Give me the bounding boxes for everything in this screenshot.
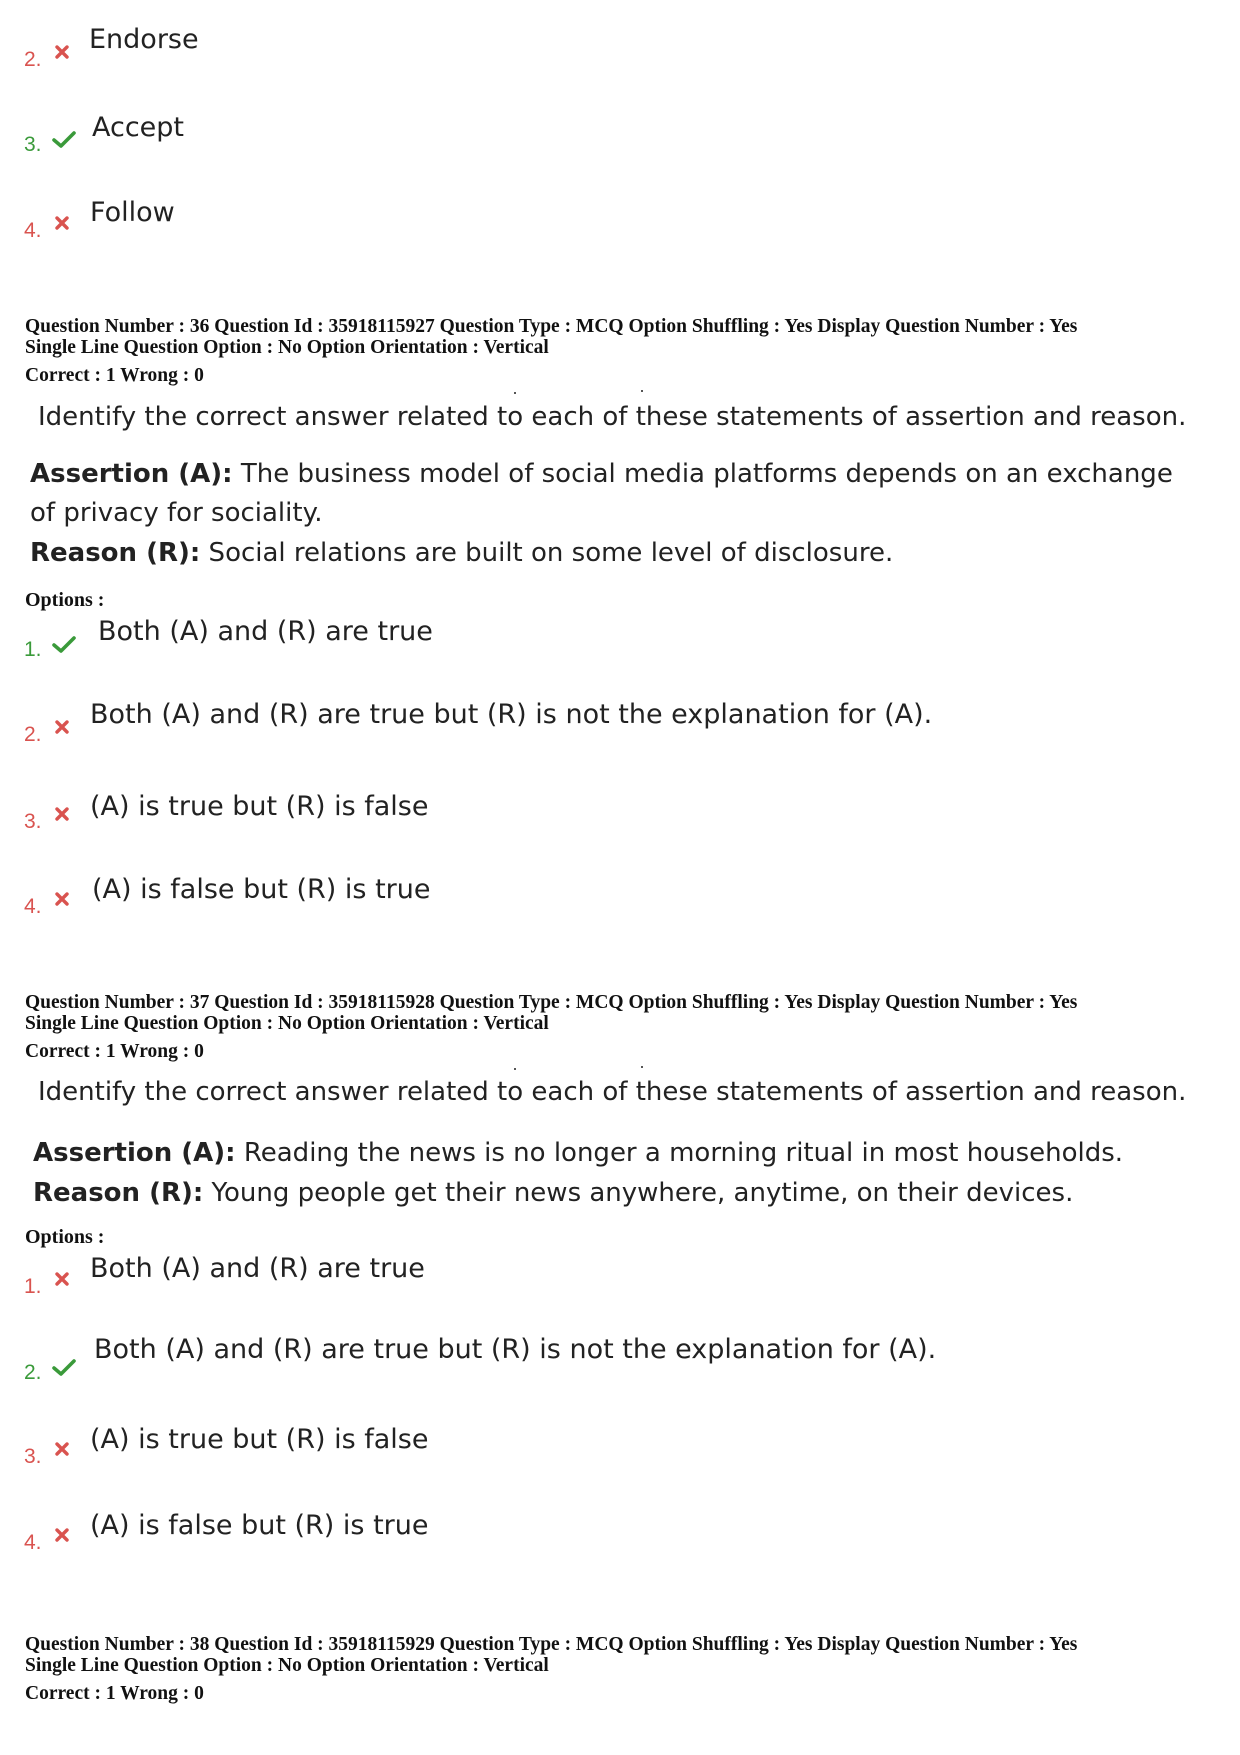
cross-icon xyxy=(55,720,69,734)
option-text: Both (A) and (R) are true but (R) is not the explanation for (A). xyxy=(90,699,933,730)
question-score-line: Correct : 1 Wrong : 0 xyxy=(25,365,204,386)
question-meta-line1: Question Number : 36 Question Id : 35918115927 Question Type : MCQ Option Shuffling : Yes Display Question Number : Yes xyxy=(25,316,1078,337)
check-icon xyxy=(52,636,76,654)
question-meta-line1: Question Number : 38 Question Id : 35918115929 Question Type : MCQ Option Shuffling : Yes Display Question Number : Yes xyxy=(25,1634,1078,1655)
check-icon xyxy=(52,1359,76,1377)
option-text: Both (A) and (R) are true xyxy=(98,616,433,647)
option-text: (A) is true but (R) is false xyxy=(90,1424,429,1455)
option-number: 1. xyxy=(24,638,42,661)
option-number: 3. xyxy=(24,810,42,833)
scan-speck xyxy=(514,392,516,394)
options-label: Options : xyxy=(25,1226,105,1248)
option-number: 1. xyxy=(24,1275,42,1298)
option-number: 3. xyxy=(24,133,42,156)
question-meta-line1: Question Number : 37 Question Id : 35918115928 Question Type : MCQ Option Shuffling : Yes Display Question Number : Yes xyxy=(25,992,1078,1013)
question-stem: Identify the correct answer related to each of these statements of assertion and reason. xyxy=(38,1077,1187,1107)
options-label: Options : xyxy=(25,589,105,611)
cross-icon xyxy=(55,807,69,821)
assertion-text: The business model of social media platforms depends on an exchange of privacy for sociality. xyxy=(30,459,1173,528)
option-number: 4. xyxy=(24,895,42,918)
option-text: Endorse xyxy=(89,24,199,55)
reason-text: Young people get their news anywhere, anytime, on their devices. xyxy=(203,1178,1074,1208)
cross-icon xyxy=(55,216,69,230)
assertion-label: Assertion (A): xyxy=(30,459,233,489)
question-score-line: Correct : 1 Wrong : 0 xyxy=(25,1683,204,1704)
check-icon xyxy=(52,131,76,149)
option-number: 2. xyxy=(24,1361,42,1384)
question-meta-line2: Single Line Question Option : No Option Orientation : Vertical xyxy=(25,1655,549,1676)
option-number: 4. xyxy=(24,1531,42,1554)
cross-icon xyxy=(55,892,69,906)
option-number: 4. xyxy=(24,219,42,242)
reason-statement xyxy=(33,1174,1073,1213)
question-stem: Identify the correct answer related to each of these statements of assertion and reason. xyxy=(38,402,1187,432)
scan-speck xyxy=(641,390,643,392)
assertion-statement xyxy=(33,1134,1123,1173)
option-text: Both (A) and (R) are true but (R) is not the explanation for (A). xyxy=(94,1334,937,1365)
question-meta-line2: Single Line Question Option : No Option Orientation : Vertical xyxy=(25,1013,549,1034)
option-text: Accept xyxy=(92,112,185,143)
question-meta-line2: Single Line Question Option : No Option Orientation : Vertical xyxy=(25,337,549,358)
cross-icon xyxy=(55,1272,69,1286)
option-text: Both (A) and (R) are true xyxy=(90,1253,425,1284)
assertion-label: Assertion (A): xyxy=(33,1138,236,1168)
reason-label: Reason (R): xyxy=(33,1178,204,1208)
cross-icon xyxy=(55,45,69,59)
option-text: (A) is false but (R) is true xyxy=(90,1510,429,1541)
scan-speck xyxy=(641,1066,643,1068)
option-number: 2. xyxy=(24,48,42,71)
option-text: (A) is false but (R) is true xyxy=(92,874,431,905)
option-number: 2. xyxy=(24,723,42,746)
reason-statement xyxy=(30,534,893,573)
reason-label: Reason (R): xyxy=(30,538,201,568)
cross-icon xyxy=(55,1528,69,1542)
reason-text: Social relations are built on some level of disclosure. xyxy=(200,538,894,568)
cross-icon xyxy=(55,1442,69,1456)
option-text: Follow xyxy=(90,197,175,228)
assertion-statement xyxy=(30,455,1190,533)
option-text: (A) is true but (R) is false xyxy=(90,791,429,822)
assertion-text: Reading the news is no longer a morning ritual in most households. xyxy=(235,1138,1124,1168)
option-number: 3. xyxy=(24,1445,42,1468)
scan-speck xyxy=(514,1068,516,1070)
question-score-line: Correct : 1 Wrong : 0 xyxy=(25,1041,204,1062)
